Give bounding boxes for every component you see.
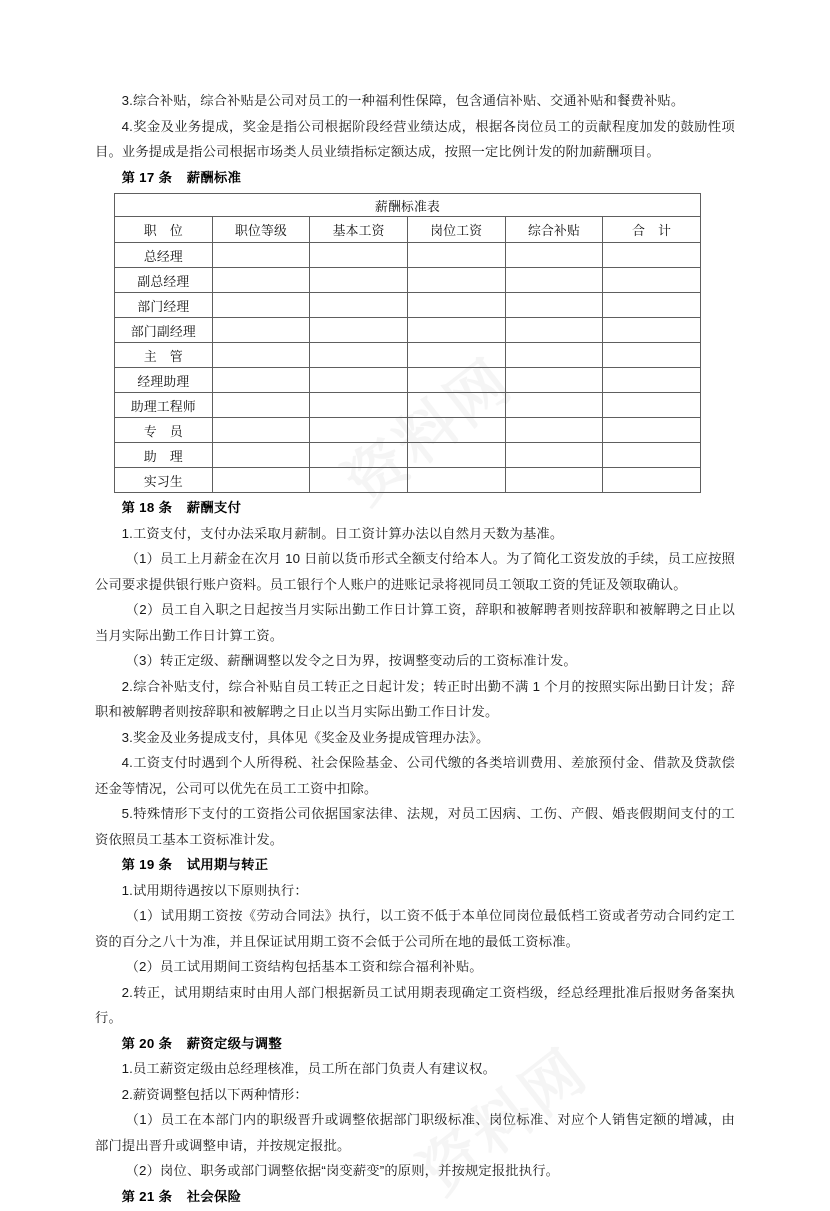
table-cell-total[interactable] (603, 468, 701, 493)
table-cell-base-wage[interactable] (310, 268, 408, 293)
para-wage-payment: 1.工资支付，支付办法采取月薪制。日工资计算办法以自然月天数为基准。 (121, 525, 564, 541)
table-cell-position[interactable]: 专 员 (115, 418, 213, 443)
heading-article-18 (95, 495, 735, 521)
para-20-1: 1.员工薪资定级由总经理核准，员工所在部门负责人有建议权。 (121, 1061, 497, 1076)
table-row (115, 293, 701, 318)
table-cell-post-wage[interactable] (407, 343, 505, 368)
heading-article-19 (95, 852, 735, 878)
table-cell-position[interactable]: 实习生 (115, 468, 213, 493)
table-cell-base-wage[interactable] (310, 443, 408, 468)
salary-standard-table-wrapper (114, 193, 701, 493)
para-20-2: 2.薪资调整包括以下两种情形： (121, 1086, 308, 1102)
table-cell-post-wage[interactable] (407, 418, 505, 443)
table-cell-position[interactable]: 助理工程师 (115, 393, 213, 418)
table-row (115, 318, 701, 343)
table-cell-subsidy[interactable] (505, 468, 603, 493)
table-cell-total[interactable] (603, 393, 701, 418)
article-title: 薪酬标准 (186, 169, 242, 185)
table-cell-subsidy[interactable] (505, 268, 603, 293)
table-cell-post-wage[interactable] (407, 393, 505, 418)
table-cell-position[interactable]: 经理助理 (115, 368, 213, 393)
table-row (115, 243, 701, 268)
table-cell-total[interactable] (603, 268, 701, 293)
table-cell-position[interactable]: 部门副经理 (115, 318, 213, 343)
table-row (115, 393, 701, 418)
table-caption: 薪酬标准表 (115, 194, 701, 217)
table-cell-total[interactable] (603, 418, 701, 443)
table-cell-grade[interactable] (212, 393, 310, 418)
table-row (115, 468, 701, 493)
heading-article-20 (95, 1031, 735, 1057)
table-cell-total[interactable] (603, 293, 701, 318)
article-number: 第 21 条 (121, 1188, 173, 1204)
salary-standard-table (114, 193, 701, 493)
table-cell-post-wage[interactable] (407, 268, 505, 293)
table-cell-grade[interactable] (212, 443, 310, 468)
article-title: 社会保险 (186, 1188, 242, 1204)
article-number: 第 19 条 (121, 857, 173, 872)
para-18-1-1: （1）员工上月薪金在次月 10 日前以货币形式全额支付给本人。为了简化工资发放的手续，员工应按照公司要求提供银行账户资料。员工银行个人账户的进账记录将视同员工领取工资的凭证及领取确认。 (95, 551, 735, 592)
table-cell-base-wage[interactable] (310, 368, 408, 393)
para-19-2: 2.转正，试用期结束时由用人部门根据新员工试用期表现确定工资档级，经总经理批准后报财务备案执行。 (95, 984, 735, 1025)
table-cell-position[interactable]: 部门经理 (115, 293, 213, 318)
table-cell-base-wage[interactable] (310, 318, 408, 343)
table-cell-subsidy[interactable] (505, 293, 603, 318)
para-18-1-2: （2）员工自入职之日起按当月实际出勤工作日计算工资，辞职和被解聘者则按辞职和被解聘之日止以当月实际出勤工作日计算工资。 (95, 602, 735, 643)
table-column-header: 职位等级 (212, 217, 310, 243)
table-column-header: 职 位 (115, 217, 213, 243)
table-cell-position[interactable]: 助 理 (115, 443, 213, 468)
table-cell-base-wage[interactable] (310, 393, 408, 418)
table-cell-total[interactable] (603, 243, 701, 268)
table-cell-grade[interactable] (212, 343, 310, 368)
table-cell-grade[interactable] (212, 268, 310, 293)
document-content (95, 88, 735, 1209)
table-cell-position[interactable]: 副总经理 (115, 268, 213, 293)
table-cell-subsidy[interactable] (505, 243, 603, 268)
table-cell-base-wage[interactable] (310, 418, 408, 443)
table-cell-grade[interactable] (212, 243, 310, 268)
table-cell-base-wage[interactable] (310, 293, 408, 318)
table-cell-grade[interactable] (212, 368, 310, 393)
table-cell-position[interactable]: 主 管 (115, 343, 213, 368)
para-19-1-1: （1）试用期工资按《劳动合同法》执行，以工资不低于本单位同岗位最低档工资或者劳动合同约定工资的百分之八十为准，并且保证试用期工资不会低于公司所在地的最低工资标准。 (95, 908, 735, 949)
table-cell-subsidy[interactable] (505, 368, 603, 393)
table-cell-total[interactable] (603, 368, 701, 393)
table-cell-post-wage[interactable] (407, 318, 505, 343)
table-row (115, 368, 701, 393)
para-18-5: 5.特殊情形下支付的工资指公司依据国家法律、法规，对员工因病、工伤、产假、婚丧假期间支付的工资依照员工基本工资标准计发。 (95, 806, 735, 847)
table-cell-grade[interactable] (212, 318, 310, 343)
table-row (115, 268, 701, 293)
table-cell-post-wage[interactable] (407, 243, 505, 268)
table-cell-subsidy[interactable] (505, 443, 603, 468)
article-number: 第 17 条 (121, 169, 173, 185)
table-column-header: 合 计 (603, 217, 701, 243)
table-column-header: 基本工资 (310, 217, 408, 243)
table-cell-post-wage[interactable] (407, 293, 505, 318)
table-cell-base-wage[interactable] (310, 243, 408, 268)
table-cell-total[interactable] (603, 318, 701, 343)
heading-article-21 (95, 1184, 735, 1210)
para-20-2-1: （1）员工在本部门内的职级晋升或调整依据部门职级标准、岗位标准、对应个人销售定额的增减，由部门提出晋升或调整申请，并按规定报批。 (95, 1112, 735, 1153)
article-number: 第 18 条 (121, 500, 173, 515)
table-row (115, 343, 701, 368)
table-cell-grade[interactable] (212, 418, 310, 443)
table-cell-position[interactable]: 总经理 (115, 243, 213, 268)
table-caption-row (115, 194, 701, 217)
table-cell-post-wage[interactable] (407, 468, 505, 493)
article-title: 薪资定级与调整 (186, 1035, 282, 1051)
article-title: 薪酬支付 (186, 500, 242, 515)
table-cell-total[interactable] (603, 443, 701, 468)
heading-article-17 (95, 165, 735, 191)
table-cell-base-wage[interactable] (310, 468, 408, 493)
table-row (115, 443, 701, 468)
table-row (115, 418, 701, 443)
table-cell-post-wage[interactable] (407, 368, 505, 393)
table-cell-total[interactable] (603, 343, 701, 368)
para-comprehensive-subsidy: 3.综合补贴，综合补贴是公司对员工的一种福利性保障，包含通信补贴、交通补贴和餐费补贴。 (121, 93, 685, 108)
table-header-row (115, 217, 701, 243)
para-19-1-2: （2）员工试用期间工资结构包括基本工资和综合福利补贴。 (125, 959, 483, 974)
table-cell-subsidy[interactable] (505, 418, 603, 443)
para-18-3: 3.奖金及业务提成支付，具体见《奖金及业务提成管理办法》。 (121, 729, 490, 745)
article-title: 试用期与转正 (186, 857, 269, 872)
table-cell-grade[interactable] (212, 468, 310, 493)
table-cell-subsidy[interactable] (505, 318, 603, 343)
table-column-header: 岗位工资 (407, 217, 505, 243)
table-cell-grade[interactable] (212, 293, 310, 318)
para-18-4: 4.工资支付时遇到个人所得税、社会保险基金、公司代缴的各类培训费用、差旅预付金、借款及贷款偿还金等情况，公司可以优先在员工工资中扣除。 (95, 755, 735, 796)
para-18-1-3: （3）转正定级、薪酬调整以发令之日为界，按调整变动后的工资标准计发。 (125, 653, 577, 668)
para-19-1: 1.试用期待遇按以下原则执行： (121, 882, 308, 898)
article-number: 第 20 条 (121, 1035, 173, 1051)
table-column-header: 综合补贴 (505, 217, 603, 243)
table-cell-subsidy[interactable] (505, 343, 603, 368)
para-bonus-commission: 4.奖金及业务提成，奖金是指公司根据阶段经营业绩达成，根据各岗位员工的贡献程度加发的鼓励性项目。业务提成是指公司根据市场类人员业绩指标定额达成，按照一定比例计发的附加薪酬项目。 (95, 118, 735, 159)
table-cell-subsidy[interactable] (505, 393, 603, 418)
para-18-2: 2.综合补贴支付，综合补贴自员工转正之日起计发；转正时出勤不满 1 个月的按照实际出勤日计发；辞职和被解聘者则按辞职和被解聘之日止以当月实际出勤工作日计发。 (95, 678, 735, 719)
para-20-2-2: （2）岗位、职务或部门调整依据“岗变薪变”的原则，并按规定报批执行。 (125, 1163, 560, 1178)
table-cell-base-wage[interactable] (310, 343, 408, 368)
table-cell-post-wage[interactable] (407, 443, 505, 468)
